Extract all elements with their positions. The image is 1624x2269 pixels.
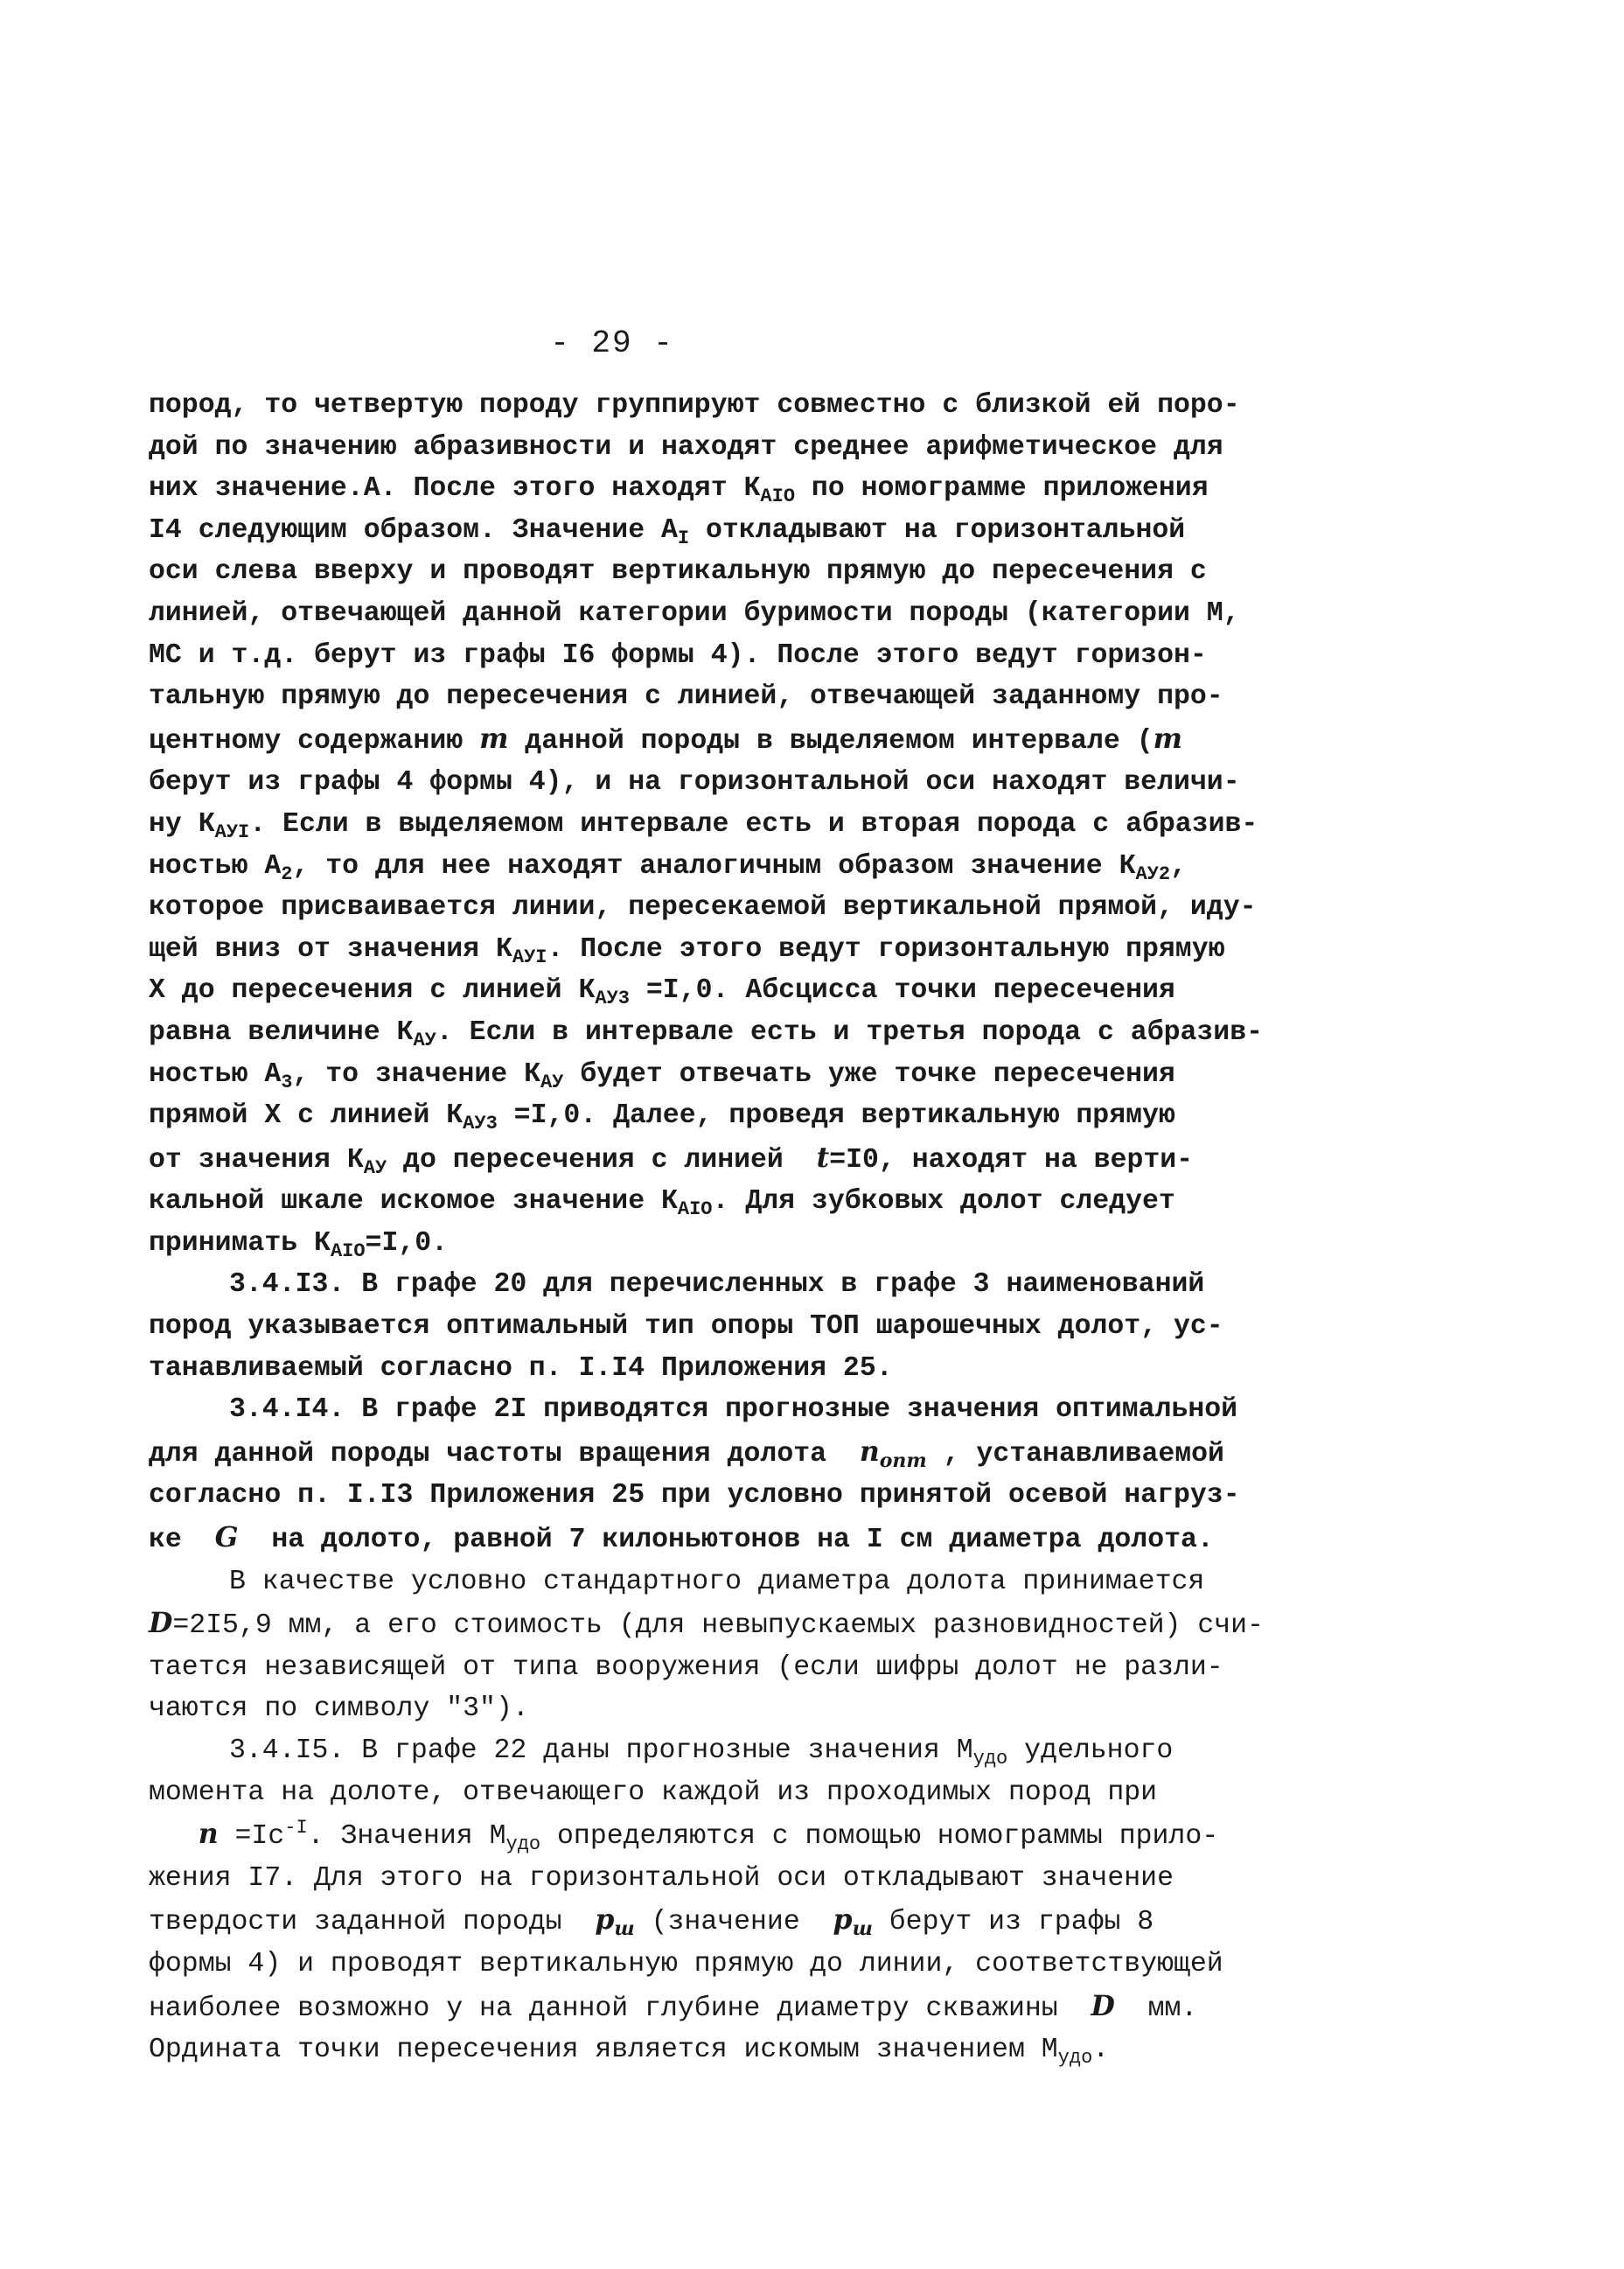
text-line: оси слева вверху и проводят вертикальную прямую до пересечения с <box>149 556 1207 588</box>
text-line: 3.4.I4. В графе 2I приводятся прогнозные значения оптимальной <box>229 1394 1238 1426</box>
page-number: - 29 - <box>550 325 674 361</box>
text-line: 3.4.I5. В графе 22 даны прогнозные значения $М_{удо}$ удельного <box>229 1735 1174 1770</box>
text-line: D=2I5,9 мм, а его стоимость (для невыпускаемых разновидностей) счи- <box>149 1607 1264 1642</box>
text-line: берут из графы 4 формы 4), и на горизонтальной оси находят величи- <box>149 767 1240 799</box>
text-line: МС и т.д. берут из графы I6 формы 4). После этого ведут горизон- <box>149 639 1207 671</box>
text-line: В качестве условно стандартного диаметра долота принимается <box>229 1566 1205 1597</box>
text-line: тальную прямую до пересечения с линией, отвечающей заданному про- <box>149 681 1223 713</box>
text-line: для данной породы частоты вращения долота $n_{опт}$ , устанавливаемой <box>149 1435 1224 1472</box>
text-line: которое присваивается линии, пересекаемой вертикальной прямой, иду- <box>149 892 1257 924</box>
text-line: принимать $К_{АIО}=I,0$. <box>149 1227 449 1262</box>
text-line: момента на долоте, отвечающего каждой из проходимых пород при <box>149 1777 1158 1808</box>
text-line: твердости заданной породы $р_ш$ (значение $р_ш$ берут из графы 8 <box>149 1903 1154 1941</box>
text-line: кальной шкале искомое значение $К_{АIО}$. Для зубковых долот следует <box>149 1186 1175 1221</box>
text-line: Х до пересечения с линией $К_{АУ3} =I,0$. Абсцисса точки пересечения <box>149 975 1175 1010</box>
text-line: пород, то четвертую породу группируют совместно с близкой ей поро- <box>149 390 1240 421</box>
text-line: ну $К_{АУI}$. Если в выделяемом интервале есть и вторая порода с абразив- <box>149 808 1258 843</box>
body-text <box>149 385 1286 2071</box>
text-line: ностью $А_3$, то значение $К_{АУ}$ будет отвечать уже точке пересечения <box>149 1058 1175 1093</box>
text-line: ке G на долото, равной 7 килоньютонов на I см диаметра долота. <box>149 1521 1214 1556</box>
text-line: дой по значению абразивности и находят среднее арифметическое для <box>149 431 1223 463</box>
text-line: равна величине $К_{АУ}$. Если в интервале есть и третья порода с абразив- <box>149 1016 1264 1051</box>
text-line: щей вниз от значения $К_{АУI}$. После этого ведут горизонтальную прямую <box>149 933 1225 968</box>
text-line: 3.4.I3. В графе 20 для перечисленных в графе 3 наименований <box>229 1269 1205 1301</box>
text-line: Ордината точки пересечения является искомым значением $М_{удо}$. <box>149 2035 1110 2070</box>
text-line: тается независящей от типа вооружения (если шифры долот не разли- <box>149 1651 1223 1683</box>
text-line: линией, отвечающей данной категории буримости породы (категории М, <box>149 597 1240 629</box>
text-line: I4 следующим образом. Значение $А_I$ откладывают на горизонтальной <box>149 514 1186 549</box>
text-line: них значение.А. После этого находят $К_{АIО}$ по номограмме приложения <box>149 473 1209 508</box>
text-line: жения I7. Для этого на горизонтальной оси откладывают значение <box>149 1862 1174 1894</box>
text-line: пород указывается оптимальный тип опоры ТОП шарошечных долот, ус- <box>149 1311 1223 1343</box>
text-line: от значения $К_{АУ}$ до пересечения с линией t=I0, находят на верти- <box>149 1141 1194 1179</box>
text-line: прямой Х с линией $К_{АУ3} =I,0$. Далее, проведя вертикальную прямую <box>149 1100 1175 1135</box>
text-line: центному содержанию m данной породы в выделяемом интервале (m <box>149 722 1182 757</box>
text-line: танавливаемый согласно п. I.I4 Приложения 25. <box>149 1352 893 1384</box>
text-line: $n =Iс^{-I}$. Значения $М_{удо}$ определяются с помощью номограммы прило- <box>198 1817 1219 1856</box>
text-line: ностью $А_2$, то для нее находят аналогичным образом значение $К_{АУ2}$, <box>149 850 1188 885</box>
text-line: формы 4) и проводят вертикальную прямую до линии, соответствующей <box>149 1948 1223 1979</box>
text-line: чаются по символу "3"). <box>149 1693 529 1725</box>
text-line: согласно п. I.I3 Приложения 25 при условно принятой осевой нагруз- <box>149 1480 1240 1512</box>
text-line: наиболее возможно у на данной глубине диаметру скважины D мм. <box>149 1989 1198 2024</box>
